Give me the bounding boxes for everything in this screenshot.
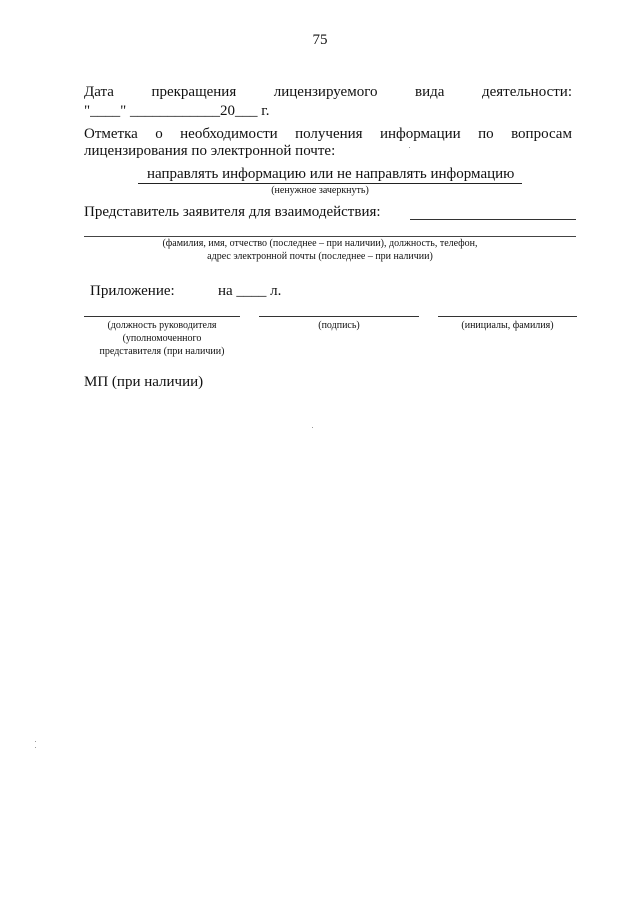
page-number: 75 [312, 32, 328, 48]
position-caption-line: (должность руководителя [107, 320, 217, 331]
email-options-underline [138, 183, 522, 184]
scan-speck [35, 741, 36, 742]
termination-word: прекращения [151, 84, 237, 100]
email-notice-word: получения [295, 126, 363, 142]
position-signature-line[interactable] [84, 316, 240, 317]
name-caption: (инициалы, фамилия) [461, 320, 554, 331]
email-notice-word: Отметка [84, 126, 138, 142]
email-notice-word: вопросам [511, 126, 572, 142]
termination-date-label [84, 84, 572, 101]
email-notice-word: необходимости [180, 126, 278, 142]
signature-caption: (подпись) [318, 320, 360, 331]
name-signature-line[interactable] [438, 316, 577, 317]
email-notice-word: по [478, 126, 494, 142]
scan-speck [409, 147, 410, 148]
scan-speck [312, 427, 313, 428]
email-notice-word: о [155, 126, 163, 142]
stamp-label: МП (при наличии) [84, 374, 204, 390]
representative-hint: (фамилия, имя, отчество (последнее – при наличии), должность, телефон, [162, 238, 478, 249]
position-caption [84, 319, 240, 358]
termination-word: деятельности: [481, 84, 572, 100]
attachment-page-count[interactable]: на ____ л. [218, 283, 282, 299]
representative-hint: адрес электронной почты (последнее – при наличии) [207, 251, 433, 262]
position-caption-line: (уполномоченного [122, 333, 202, 344]
termination-word: вида [415, 84, 445, 100]
attachment-label: Приложение: [90, 283, 175, 299]
email-notice-label [84, 126, 572, 143]
representative-input-line[interactable] [410, 219, 576, 220]
sign-signature-line[interactable] [259, 316, 419, 317]
position-caption-line: представителя (при наличии) [99, 346, 225, 357]
termination-word: лицензируемого [273, 84, 378, 100]
scan-speck [35, 747, 36, 748]
representative-details-line[interactable] [84, 236, 576, 237]
email-notice-label-line2: лицензирования по электронной почте: [84, 143, 336, 159]
email-options-field[interactable]: направлять информацию или не направлять информацию [147, 166, 515, 182]
strike-note: (ненужное зачеркнуть) [271, 185, 369, 196]
email-notice-word: информации [380, 126, 461, 142]
representative-label: Представитель заявителя для взаимодействия: [84, 204, 381, 220]
termination-word: Дата [84, 84, 114, 100]
termination-date-field[interactable]: "____" ____________20___ г. [84, 103, 270, 119]
